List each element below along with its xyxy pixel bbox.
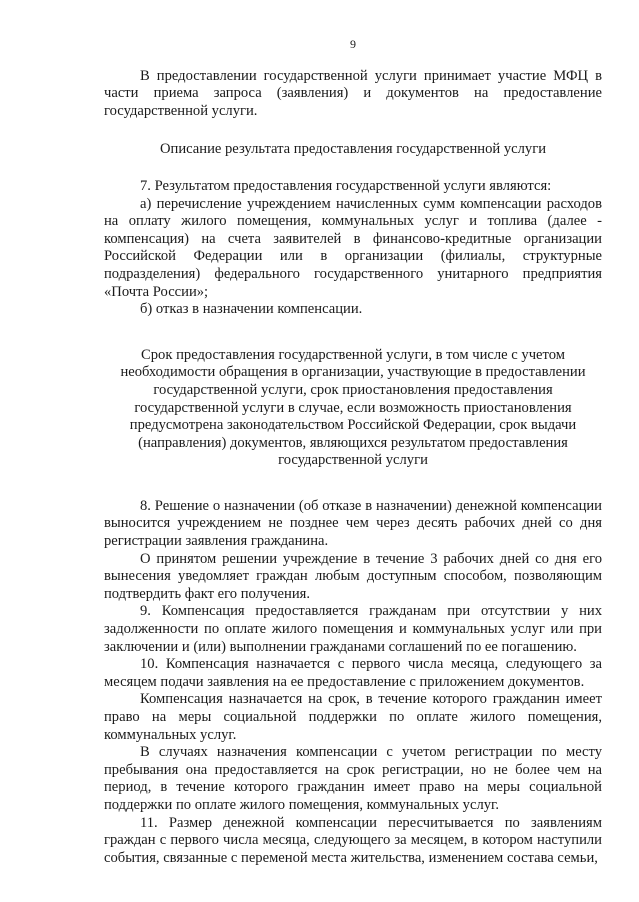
section-heading-result: Описание результата предоставления государственной услуги <box>159 141 547 158</box>
body-paragraph: Компенсация назначается на срок, в течение которого гражданин имеет право на меры социальной поддержки по оплате жилого помещения, коммунальных услуг. <box>104 691 602 743</box>
body-paragraph: 9. Компенсация предоставляется гражданам при отсутствии у них задолженности по оплате жилого помещения и коммунальных услуг или при заключении и (или) выполнении гражданами соглашений по ее погашению. <box>104 603 602 655</box>
body-paragraph: В случаях назначения компенсации с учетом регистрации по месту пребывания она предоставляется на срок регистрации, но не более чем на период, в течение которого гражданин имеет право на меры социальной поддержки по оплате жилого помещения, коммунальных услуг. <box>104 744 602 813</box>
body-paragraph: 8. Решение о назначении (об отказе в назначении) денежной компенсации выносится учреждением не позднее чем через десять рабочих дней со дня регистрации заявления гражданина. <box>104 497 602 550</box>
intro-paragraph: В предоставлении государственной услуги принимает участие МФЦ в части приема запроса (заявления) и документов на предоставление государственной услуги. <box>104 67 602 119</box>
item-7-b: б) отказ в назначении компенсации. <box>140 301 363 318</box>
section-heading-term: Срок предоставления государственной услуги, в том числе с учетом необходимости обращения в организации, участвующие в предоставлении государственной услуги, срок приостановления предоставления государственной услуги в случае, если возможность приостановления предусмотрена законодательством Российской Федерации, срок выдачи (направления) документов, являющихся результатом предоставления государственной услуги <box>120 346 586 469</box>
body-paragraph: 10. Компенсация назначается с первого числа месяца, следующего за месяцем подачи заявления на ее предоставление с приложением документов. <box>104 656 602 690</box>
document-page <box>104 36 602 867</box>
item-7-intro: 7. Результатом предоставления государственной услуги являются: <box>140 177 552 194</box>
item-7-a: а) перечисление учреждением начисленных сумм компенсации расходов на оплату жилого помещения, коммунальных услуг и топлива (далее - компенсация) на счета заявителей в финансово-кредитные организации Российской Федерации или в организации (филиалы, структурные подразделения) федерального государственного унитарного предприятия «Почта России»; <box>104 195 602 300</box>
body-paragraph: 11. Размер денежной компенсации пересчитывается по заявлениям граждан с первого числа месяца, следующего за месяцем, в котором наступили события, связанные с переменой места жительства, изменением состава семьи, <box>104 814 602 866</box>
body-paragraph: О принятом решении учреждение в течение 3 рабочих дней со дня его вынесения уведомляет граждан любым доступным способом, позволяющим подтвердить факт его получения. <box>104 550 602 602</box>
page-number: 9 <box>350 37 356 51</box>
